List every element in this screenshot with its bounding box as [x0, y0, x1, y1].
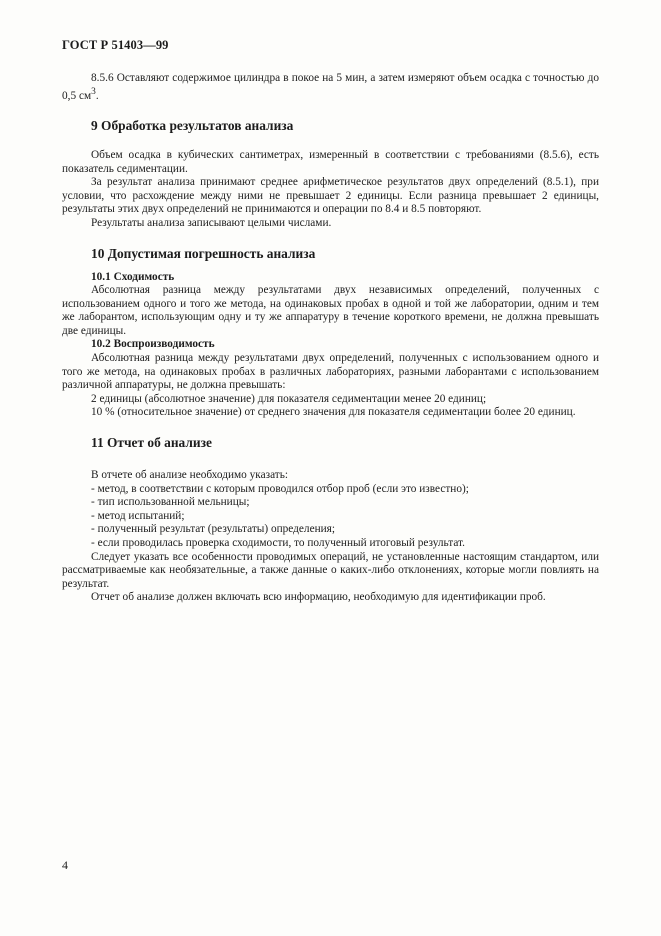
- list-item: - тип использованной мельницы;: [91, 496, 250, 509]
- paragraph-8-5-6-text: 8.5.6 Оставляют содержимое цилиндра в покое на 5 мин, а затем измеряют объем осадка с точностью до 0,5 см: [62, 72, 599, 102]
- list-item: - если проводилась проверка сходимости, то полученный итоговый результат.: [91, 537, 465, 550]
- subsection-10-2-text: Абсолютная разница между результатами двух определений, полученных с использованием одного и того же метода, на одинаковых пробах в различных лабораториях, разными лаборантами с использованием различной аппаратуры, не должна превышать:: [62, 352, 599, 392]
- list-item: - метод испытаний;: [91, 509, 185, 522]
- section-9-title: 9 Обработка результатов анализа: [91, 117, 294, 133]
- document-body: [62, 72, 599, 605]
- section-11-paragraph: Отчет об анализе должен включать всю информацию, необходимую для идентификации проб.: [91, 591, 546, 604]
- list-item: 10 % (относительное значение) от среднего значения для показателя седиментации более 20 единиц.: [91, 406, 576, 419]
- superscript-3: 3: [91, 86, 96, 97]
- paragraph-8-5-6: [62, 72, 599, 103]
- page-number: 4: [62, 858, 68, 872]
- section-11-paragraph: Следует указать все особенности проводимых операций, не установленные настоящим стандартом, или рассматриваемые как необязательные, а также данные о каких-либо отклонениях, которые могли повлиять на результат.: [62, 550, 599, 590]
- subsection-10-1-text: Абсолютная разница между результатами двух независимых определений, полученных с использованием одного и того же метода, на одинаковых пробах в одной и той же лаборатории, одним и тем же лаборантом, использующим одну и ту же аппаратуру в течение короткого времени, не должна превышать две единицы.: [62, 284, 599, 337]
- section-10-title: 10 Допустимая погрешность анализа: [91, 245, 316, 261]
- list-item: 2 единицы (абсолютное значение) для показателя седиментации менее 20 единиц;: [91, 392, 487, 405]
- document-header: ГОСТ Р 51403—99: [62, 38, 169, 52]
- paragraph-8-5-6-tail: .: [95, 89, 99, 102]
- section-9-paragraph: Объем осадка в кубических сантиметрах, измеренный в соответствии с требованиями (8.5.6), есть показатель седиментации.: [62, 148, 599, 175]
- list-item: - метод, в соответствии с которым проводился отбор проб (если это известно);: [91, 482, 469, 495]
- subsection-10-1-title: 10.1 Сходимость: [91, 270, 175, 283]
- section-9-paragraph: За результат анализа принимают среднее арифметическое результатов двух определений (8.5.1), при условии, что расхождение между ними не превышает 2 единицы. Если разница превышает 2 единицы, результаты этих двух определений не принимаются и операции по 8.4 и 8.5 повторяют.: [62, 176, 599, 216]
- list-item: - полученный результат (результаты) определения;: [91, 523, 336, 536]
- subsection-10-2-title: 10.2 Воспроизводимость: [91, 338, 215, 351]
- section-9-paragraph: Результаты анализа записывают целыми числами.: [91, 216, 332, 229]
- section-11-title: 11 Отчет об анализе: [91, 435, 212, 451]
- section-11-lead: В отчете об анализе необходимо указать:: [91, 469, 289, 482]
